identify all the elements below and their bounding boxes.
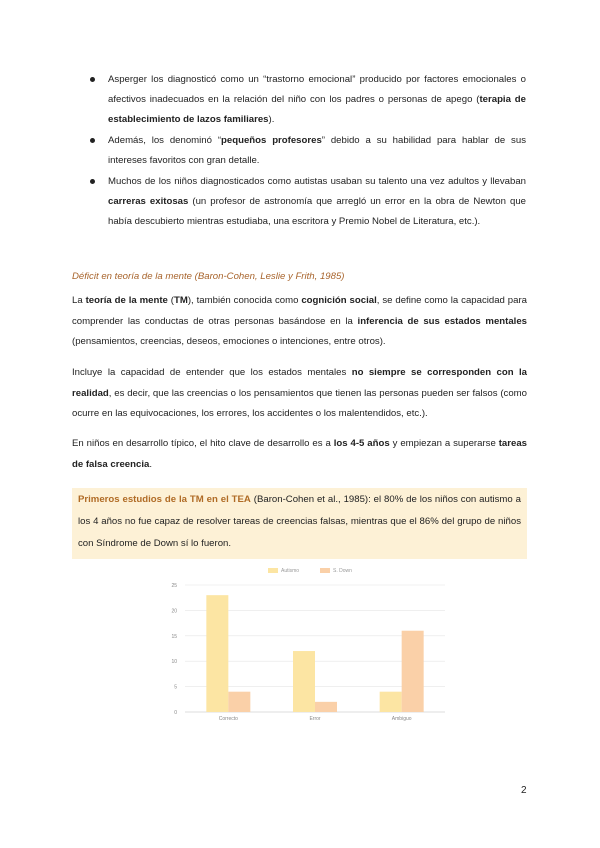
bullet-dot-icon: [90, 138, 95, 143]
bullet-list: [90, 70, 526, 233]
paragraph-developmental-milestone: En niños en desarrollo típico, el hito clave de desarrollo es a los 4-5 años y empiezan a superarse tareas de falsa creencia.: [72, 438, 527, 470]
y-tick-label: 25: [171, 583, 177, 589]
y-tick-label: 15: [171, 633, 177, 640]
y-tick-label: 20: [171, 608, 177, 615]
bar-s-down-error: [315, 702, 337, 712]
page-number: 2: [521, 785, 527, 796]
paragraph-theory-of-mind: La teoría de la mente (TM), también conocida como cognición social, se define como la capacidad para comprender las conductas de otras personas basándose en la inferencia de sus estados mentales (pensamientos, creencias, deseos, emociones o intenciones, entre otros).: [72, 295, 528, 347]
bullet-item: Asperger los diagnosticó como un “trastorno emocional” producido por factores emocionales o afectivos inadecuados en la relación del niño con los padres o personas de apego (terapia de establecimiento de lazos familiares).: [90, 70, 526, 130]
legend-label: S. Down: [333, 568, 352, 574]
bullet-item: Además, los denominó “pequeños profesores” debido a su habilidad para hablar de sus intereses favoritos con gran detalle.: [90, 131, 526, 171]
bullet-dot-icon: [90, 179, 95, 184]
x-tick-label: Error: [309, 716, 321, 722]
bullet-item: Muchos de los niños diagnosticados como autistas usaban su talento una vez adultos y llevaban carreras exitosas (un profesor de astronomía que arregló un error en la obra de Newton que había descubierto mientras estudiaba, una escritora y Premio Nobel de Literatura, etc.).: [90, 172, 526, 232]
bar-autismo-error: [293, 651, 315, 712]
legend-label: Autismo: [281, 568, 300, 574]
bullet-dot-icon: [90, 77, 95, 82]
legend-swatch: [320, 568, 330, 573]
x-tick-label: Ambiguo: [391, 716, 412, 722]
bar-autismo-correcto: [206, 595, 228, 712]
legend-swatch: [268, 568, 278, 573]
x-tick-label: Correcto: [218, 716, 238, 722]
y-tick-label: 10: [171, 659, 177, 666]
callout-box: [72, 488, 527, 559]
y-tick-label: 5: [174, 684, 177, 691]
bar-s-down-ambiguo: [402, 631, 424, 712]
callout-text: Primeros estudios de la TM en el TEA (Baron-Cohen et al., 1985): el 80% de los niños con autismo a los 4 años no fue capaz de resolver tareas de creencias falsas, mientras que el 86% del grupo de niños con Síndrome de Down sí lo fueron.: [78, 494, 521, 549]
bar-chart: [155, 560, 455, 730]
bar-chart-svg: [155, 560, 455, 730]
y-tick-label: 0: [174, 710, 177, 716]
bar-autismo-ambiguo: [380, 692, 402, 712]
bar-s-down-correcto: [228, 692, 250, 712]
paragraph-false-beliefs: Incluye la capacidad de entender que los estados mentales no siempre se corresponden con la realidad, es decir, que las creencias o los pensamientos que tienen las personas pueden ser falsos (como ocurre en las equivocaciones, los errores, los accidentes o los malentendidos, etc.).: [72, 367, 528, 419]
section-title: Déficit en teoría de la mente (Baron-Cohen, Leslie y Frith, 1985): [72, 271, 345, 282]
